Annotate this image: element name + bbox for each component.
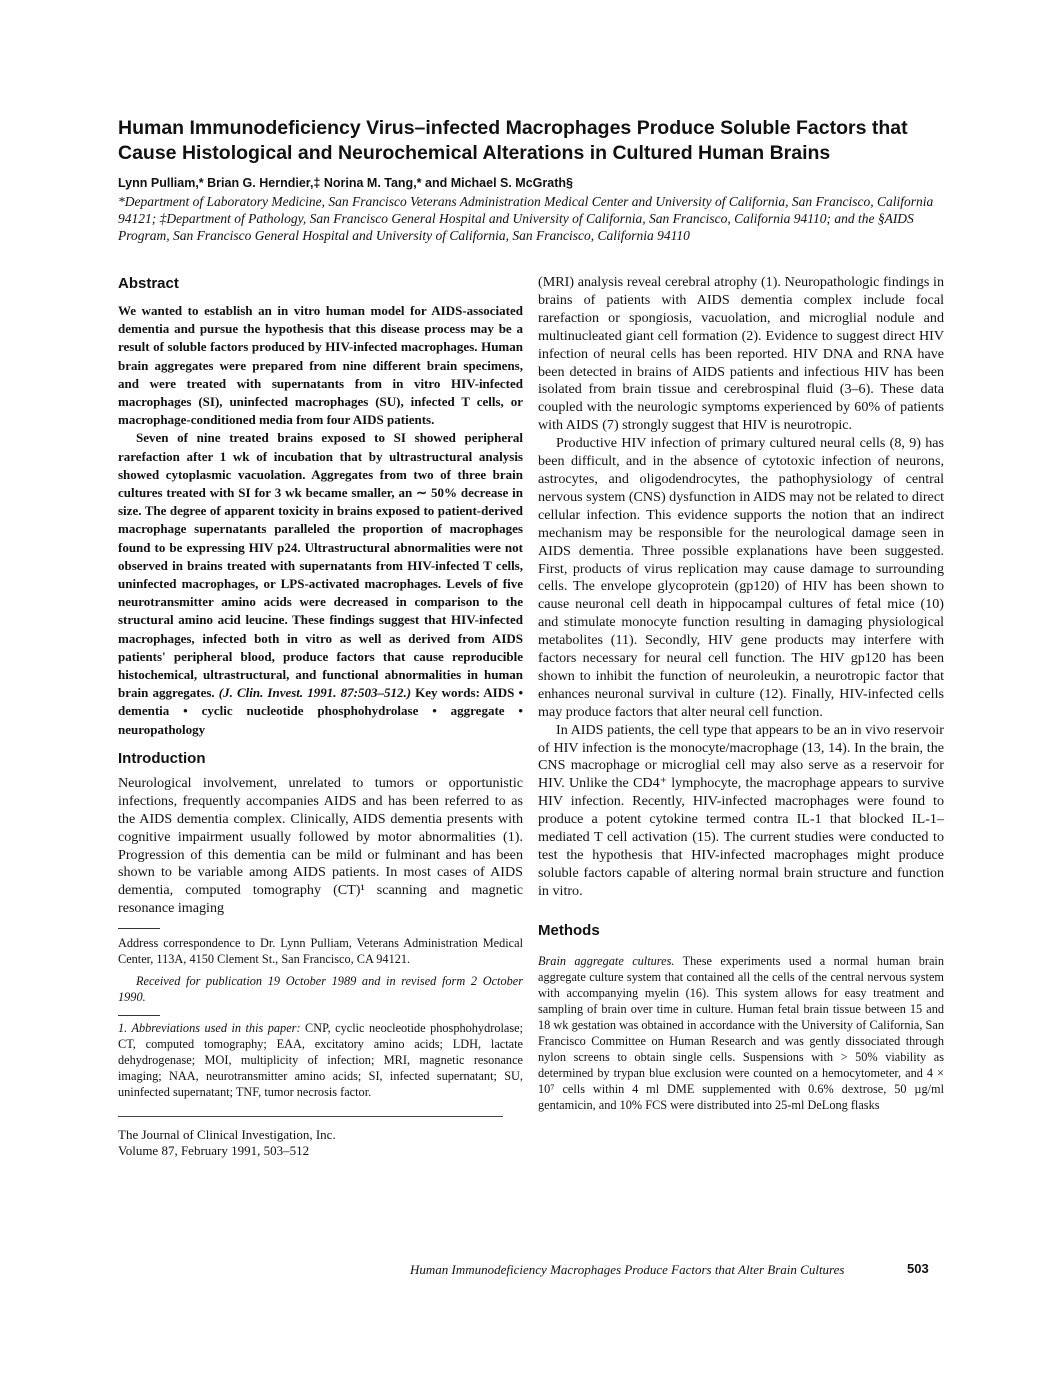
abstract-section xyxy=(118,274,523,739)
abstract-paragraph-text: Seven of nine treated brains exposed to SI showed peripheral rarefaction after 1 wk of incubation that by ultrastructural analysis showed cytoplasmic vacuolation. Aggregates from two of three brain cultures treated with SI for 3 wk became smaller, an ∼ 50% decrease in size. The degree of apparent toxicity in brains exposed to patient-derived macrophage supernatants paralleled the proportion of macrophages found to be expressing HIV p24. Ultrastructural abnormalities were not observed in brains treated with supernatants from HIV-infected T cells, uninfected macrophages, or LPS-activated macrophages. Levels of five neurotransmitter amino acids were decreased in comparison to the structural amino acid leucine. These findings suggest that HIV-infected macrophages, infected both in vitro as well as derived from AIDS patients' peripheral blood, produce factors that cause reproducible histochemical, ultrastructural, and functional abnormalities in human brain aggregates. xyxy=(118,430,523,701)
abbreviations-text: CNP, cyclic neocleotide phosphohydrolase; CT, computed tomography; EAA, excitatory amino acids; LDH, lactate dehydrogenase; MOI, multiplicity of infection; MRI, magnetic resonance imaging; NAA, neurotransmitter amino acids; SI, infected supernatant; SU, uninfected supernatant; TNF, tumor necrosis factor. xyxy=(118,1021,524,1100)
introduction-section xyxy=(118,749,523,918)
abstract-heading: Abstract xyxy=(118,275,179,292)
methods-paragraph-text: These experiments used a normal human brain aggregate culture system that contained all the cells of the central nervous system with accompanying myelin (16). This system allows for easy treatment and sampling of brain over time in culture. Human fetal brain tissue between 15 and 18 wk gestation was obtained in accordance with the University of California, San Francisco Committee on Human Research and was gently dissociated through nylon screens to obtain single cells. Suspensions with > 50% viability as determined by trypan blue exclusion were counted on a hemocytometer, and 4 × 10⁷ cells within 4 ml DME supplemented with 0.6% dextrose, 50 µg/ml gentamicin, and 10% FCS were distributed into 25-ml DeLong flasks xyxy=(538,953,944,1112)
introduction-paragraph: (MRI) analysis reveal cerebral atrophy (1). Neuropathologic findings in brains of patients with AIDS dementia complex include focal rarefaction or spongiosis, vacuolation, and microglial nodule and multinucleated giant cell formation (2). Evidence to suggest direct HIV infection of neural cells has been reported. HIV DNA and RNA have been detected in brains of AIDS patients and infectious HIV has been isolated from brain tissue and cerebrospinal fluid (3–6). These data coupled with the neurologic symptoms experienced by 60% of patients with AIDS (7) strongly suggest that HIV is neurotropic. xyxy=(538,274,944,434)
keywords: Key words: AIDS • dementia • cyclic nucleotide phosphohydrolase • aggregate • neuropathology xyxy=(118,685,523,737)
left-column xyxy=(118,274,523,1159)
methods-body xyxy=(538,953,944,1113)
running-footer: Human Immunodeficiency Macrophages Produce Factors that Alter Brain Cultures xyxy=(410,1262,845,1277)
introduction-heading: Introduction xyxy=(118,749,206,767)
methods-subheading: Brain aggregate cultures. xyxy=(538,953,675,968)
introduction-continued xyxy=(538,274,944,901)
journal-volume: Volume 87, February 1991, 503–512 xyxy=(118,1143,310,1159)
introduction-paragraph: In AIDS patients, the cell type that appears to be an in vivo reservoir of HIV infection is the monocyte/macrophage (13, 14). In the brain, the CNS macrophage or microglial cell may also serve as a reservoir for HIV. Unlike the CD4⁺ lymphocyte, the macrophage appears to survive HIV infection. Recently, HIV-infected macrophages were found to produce a potent cytokine termed contra IL-1 that blocked IL-1–mediated T cell activation (15). The current studies were conducted to test the hypothesis that HIV-infected macrophages might produce soluble factors capable of altering normal brain structure and function in vitro. xyxy=(538,721,944,899)
author-list: Lynn Pulliam,* Brian G. Herndier,‡ Norina M. Tang,* and Michael S. McGrath§ xyxy=(118,176,573,190)
correspondence-note: Address correspondence to Dr. Lynn Pulliam, Veterans Administration Medical Center, 113A, 4150 Clement St., San Francisco, CA 94121. xyxy=(118,936,523,967)
introduction-paragraph: Neurological involvement, unrelated to tumors or opportunistic infections, frequently accompanies AIDS and has been referred to as the AIDS dementia complex. Clinically, AIDS dementia presents with cognitive impairment usually followed by motor abnormalities (1). Progression of this dementia can be mild or fulminant and has been shown to be variable among AIDS patients. In most cases of AIDS dementia, computed tomography (CT)¹ scanning and magnetic resonance imaging xyxy=(118,774,523,917)
methods-paragraph xyxy=(538,953,944,1113)
right-column xyxy=(538,274,944,1113)
received-text: Received for publication 19 October 1989 and in revised form 2 October 1990. xyxy=(118,974,523,1005)
abbreviations-note xyxy=(118,1020,523,1100)
abbreviations-label: 1. Abbreviations used in this paper: xyxy=(118,1021,301,1036)
footnote-divider xyxy=(118,1015,160,1016)
article-title: Human Immunodeficiency Virus–infected Macrophages Produce Soluble Factors that Cause Histological and Neurochemical Alterations in Cultured Human Brains xyxy=(118,117,908,164)
methods-heading: Methods xyxy=(538,921,600,939)
journal-citation: (J. Clin. Invest. 1991. 87:503–512.) xyxy=(218,685,412,701)
received-note xyxy=(118,973,523,1005)
footnote-divider xyxy=(118,928,160,929)
journal-divider xyxy=(118,1116,503,1117)
methods-section xyxy=(538,921,944,1113)
introduction-paragraph: Productive HIV infection of primary cultured neural cells (8, 9) has been difficult, and in the absence of cytotoxic infection of neurons, astrocytes, and oligodendrocytes, the pathophysiology of central nervous system (CNS) dysfunction in AIDS may not be related to direct cellular infection. This evidence supports the notion that an indirect mechanism may be responsible for the neurological damage seen in AIDS dementia. Three possible explanations have been suggested. First, products of virus replication may cause damage to surrounding cells. The envelope glycoprotein (gp120) of HIV has been shown to cause neuronal cell death in hippocampal cultures of fetal mice (10) and stimulate monocyte function resulting in damaging physiological metabolites (11). Secondly, HIV gene products may interfere with factors necessary for neural cell function. The HIV gp120 has been shown to inhibit the function of neuroleukin, a neurotropic factor that enhances neuronal survival in culture (12). Finally, HIV-infected cells may produce factors that alter neural cell function. xyxy=(538,435,944,720)
journal-name: The Journal of Clinical Investigation, Inc. xyxy=(118,1127,336,1143)
abstract-paragraph: We wanted to establish an in vitro human model for AIDS-associated dementia and pursue the hypothesis that this disease process may be a result of soluble factors produced by HIV-infected macrophages. Human brain aggregates were prepared from nine different brain specimens, and were treated with supernatants from in vitro HIV-infected macrophages (SI), uninfected macrophages (SU), infected T cells, or macrophage-conditioned media from four AIDS patients. xyxy=(118,303,523,428)
page-number: 503 xyxy=(907,1261,929,1276)
author-affiliations: *Department of Laboratory Medicine, San Francisco Veterans Administration Medical Center and University of California, San Francisco, California 94121; ‡Department of Pathology, San Francisco General Hospital and University of California, San Francisco, California 94110; and the §AIDS Program, San Francisco General Hospital and University of California, San Francisco, California 94110 xyxy=(118,194,934,243)
footnotes xyxy=(118,935,523,1159)
abstract-paragraph xyxy=(118,429,523,738)
